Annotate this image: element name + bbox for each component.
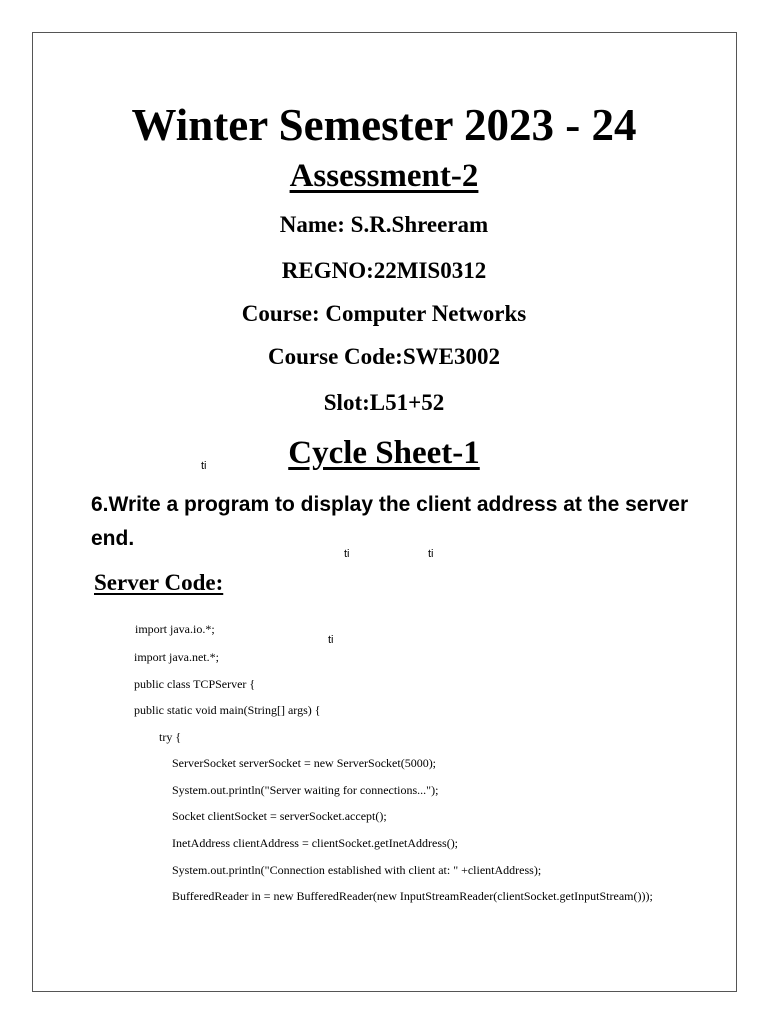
- stray-ligature-text: ti: [328, 634, 334, 646]
- code-line: BufferedReader in = new BufferedReader(new InputStreamReader(clientSocket.getInputStream()));: [172, 889, 653, 903]
- code-line: InetAddress clientAddress = clientSocket.getInetAddress();: [172, 836, 459, 850]
- code-line: public class TCPServer {: [134, 677, 256, 691]
- cycle-sheet-heading: Cycle Sheet-1: [288, 435, 480, 471]
- code-line: System.out.println("Connection established with client at: " +clientAddress);: [172, 863, 542, 877]
- code-line: public static void main(String[] args) {: [134, 703, 321, 717]
- code-line: try {: [159, 730, 182, 744]
- slot: Slot:L51+52: [323, 390, 445, 415]
- server-code-heading: Server Code:: [94, 570, 224, 595]
- code-line: import java.io.*;: [135, 622, 215, 636]
- code-line: System.out.println("Server waiting for connections...");: [172, 783, 439, 797]
- registration-number: REGNO:22MIS0312: [281, 258, 487, 283]
- question-text: 6.Write a program to display the client address at the server end.: [91, 493, 689, 550]
- course-name: Course: Computer Networks: [241, 301, 527, 326]
- code-line: ServerSocket serverSocket = new ServerSocket(5000);: [172, 756, 437, 770]
- stray-ligature-text: ti: [428, 548, 434, 560]
- document-title: Winter Semester 2023 - 24: [131, 100, 637, 150]
- student-name: Name: S.R.Shreeram: [279, 212, 489, 237]
- code-line: import java.net.*;: [134, 650, 219, 664]
- stray-ligature-text: ti: [344, 548, 350, 560]
- code-line: Socket clientSocket = serverSocket.accept();: [172, 809, 387, 823]
- stray-ligature-text: ti: [201, 460, 207, 472]
- assessment-subtitle: Assessment-2: [289, 158, 479, 194]
- course-code: Course Code:SWE3002: [268, 344, 500, 369]
